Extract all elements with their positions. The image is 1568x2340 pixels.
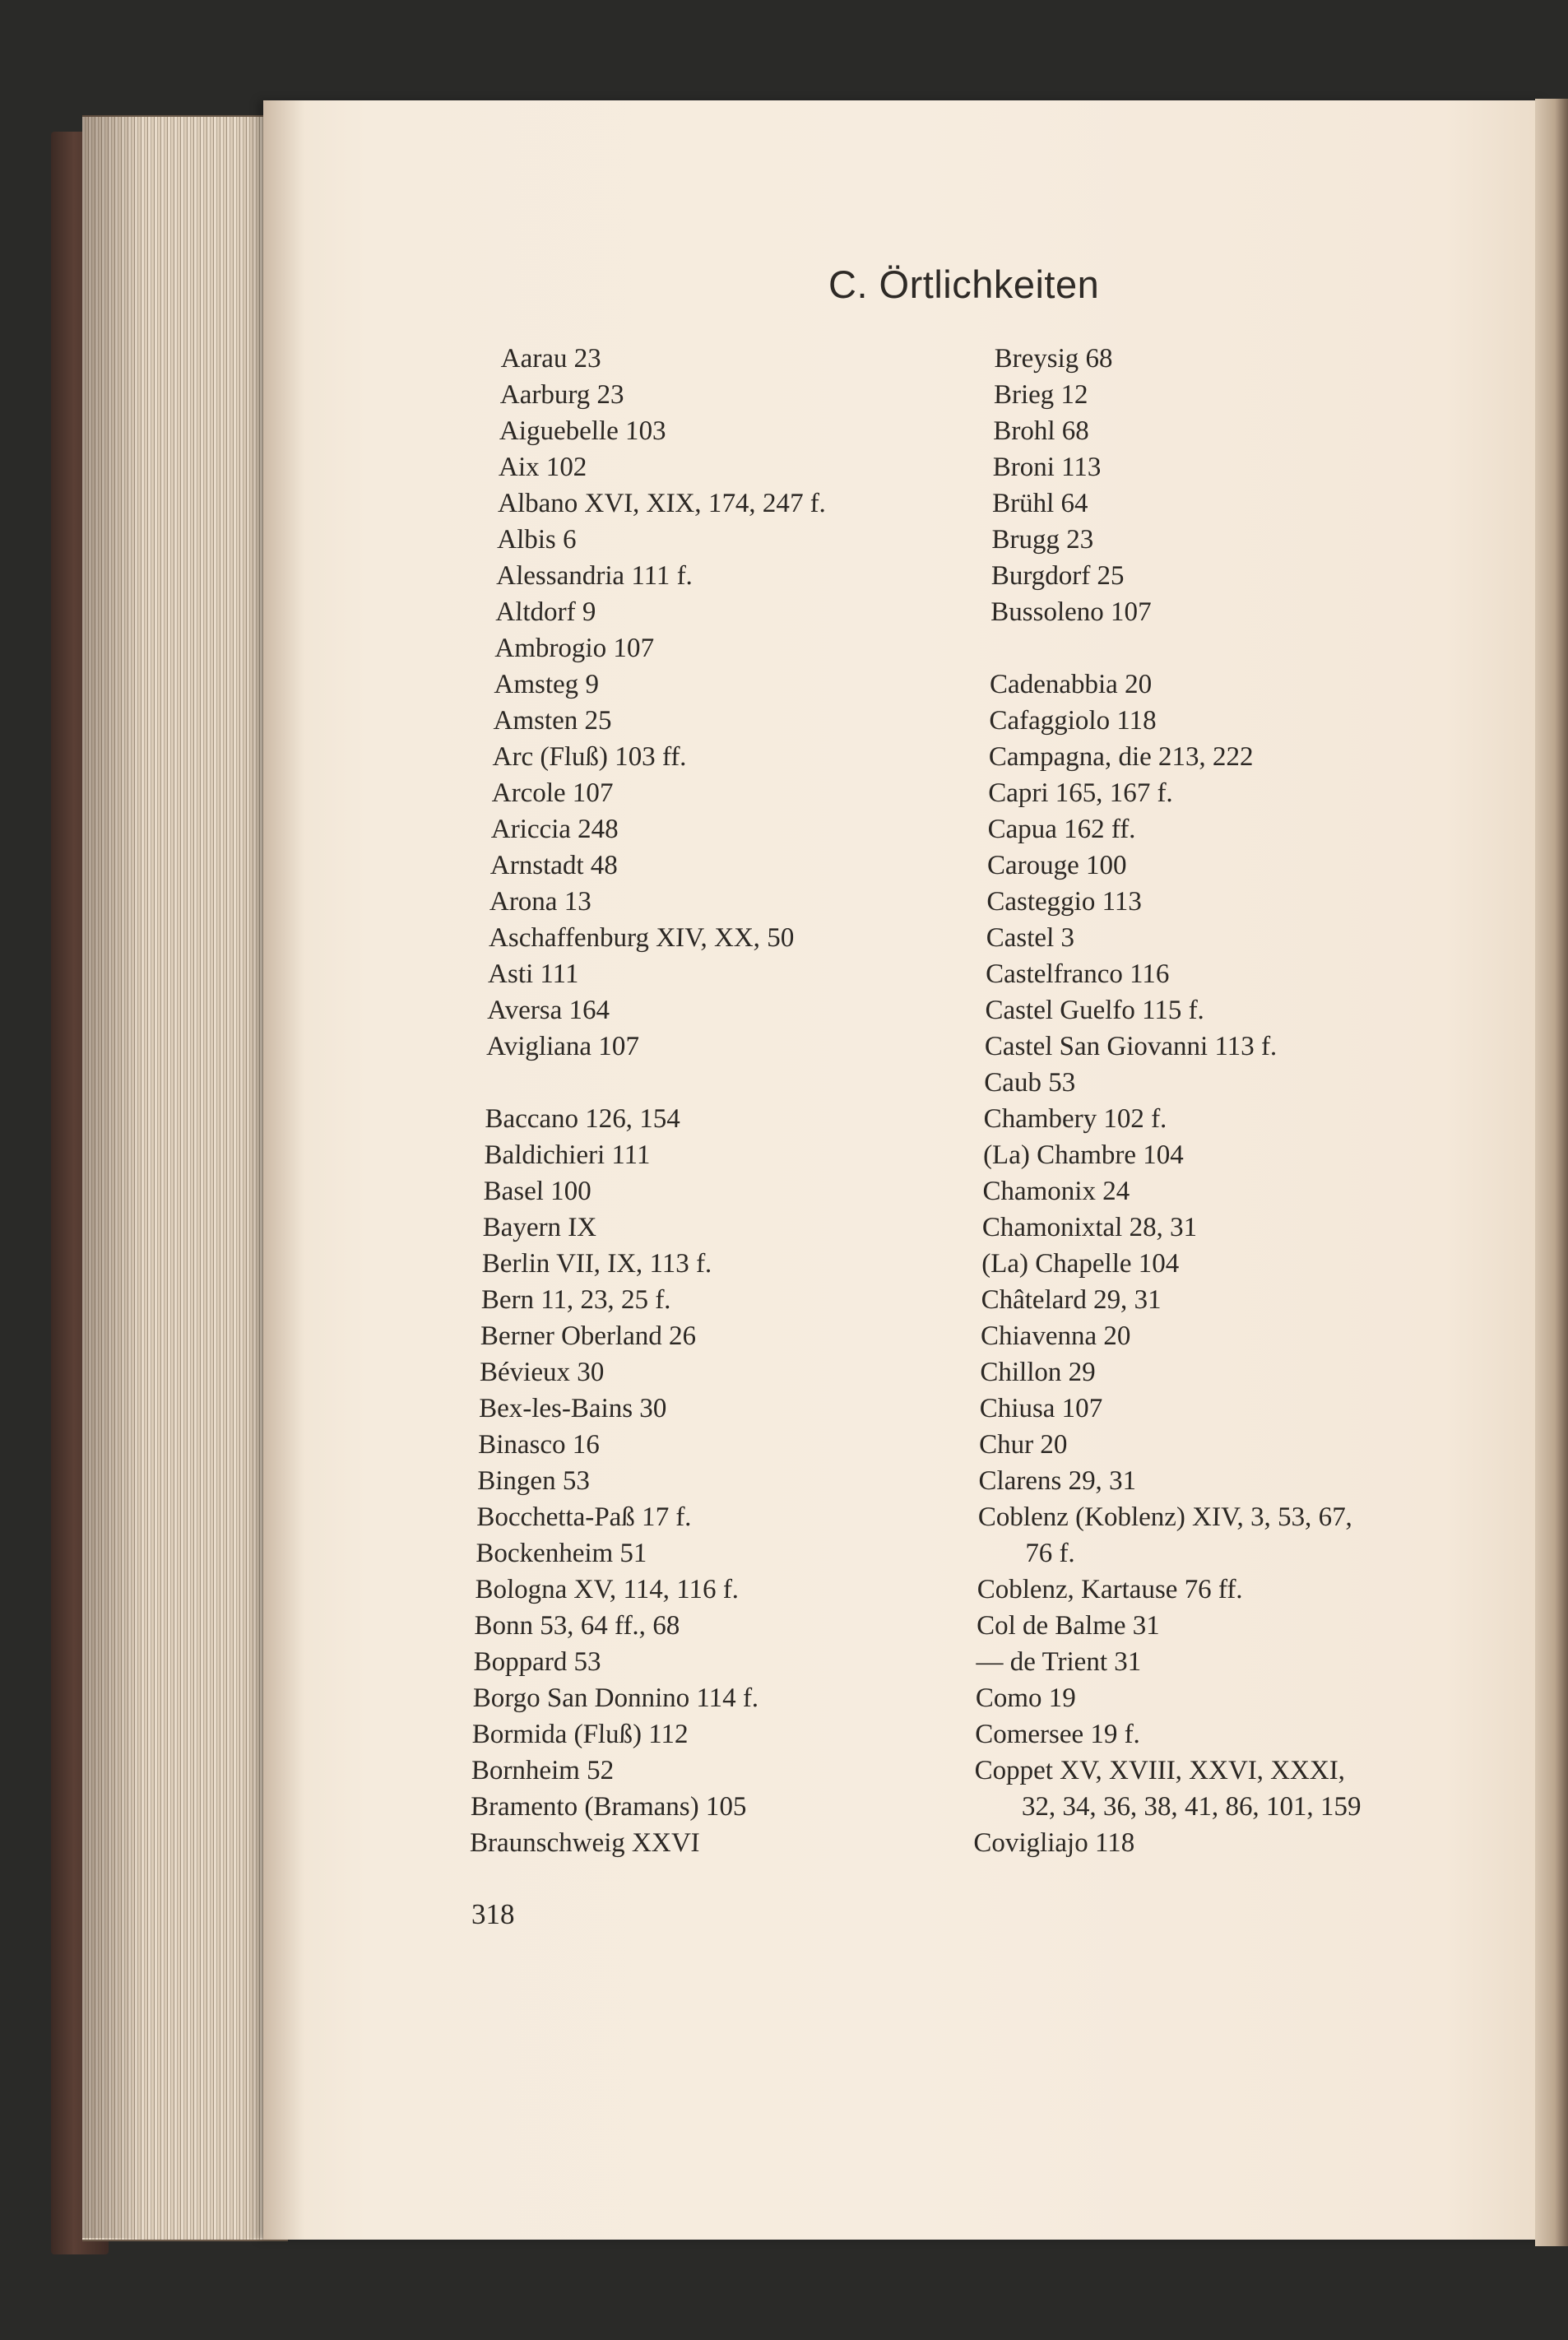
page-number: 318 (471, 1898, 515, 1930)
index-entry-continuation: 76 f. (1025, 1539, 1076, 1568)
index-entry: Ambrogio 107 (494, 634, 655, 663)
index-entry: Bormida (Fluß) 112 (471, 1720, 689, 1749)
index-entry: Albano XVI, XIX, 174, 247 f. (497, 489, 827, 518)
index-entry: Castel Guelfo 115 f. (985, 996, 1205, 1025)
index-entry: Campagna, die 213, 222 (988, 742, 1254, 772)
index-entry: Boppard 53 (473, 1647, 601, 1677)
index-entry: Arcole 107 (491, 778, 614, 808)
index-entry: Chamonix 24 (982, 1177, 1130, 1206)
index-entry: Covigliajo 118 (973, 1828, 1135, 1858)
index-entry: Amsten 25 (493, 706, 612, 736)
index-entry: Bramento (Bramans) 105 (470, 1792, 747, 1822)
index-entry-continuation: 32, 34, 36, 38, 41, 86, 101, 159 (1021, 1792, 1362, 1822)
index-entry: Basel 100 (483, 1177, 592, 1206)
index-entry: — de Trient 31 (976, 1647, 1142, 1677)
index-entry: Coppet XV, XVIII, XXVI, XXXI, (974, 1756, 1346, 1785)
index-entry: Braunschweig XXVI (469, 1828, 701, 1858)
index-entry: Alessandria 111 f. (495, 561, 694, 591)
index-entry: Clarens 29, 31 (978, 1466, 1137, 1496)
index-entry: Coblenz (Koblenz) XIV, 3, 53, 67, (977, 1502, 1353, 1532)
index-entry: Col de Balme 31 (976, 1611, 1161, 1641)
index-entry: Bornheim 52 (471, 1756, 615, 1785)
index-entry: Berner Oberland 26 (480, 1321, 697, 1351)
index-entry: Berlin VII, IX, 113 f. (481, 1249, 712, 1279)
index-entry: Baccano 126, 154 (485, 1104, 681, 1134)
index-entry: Carouge 100 (986, 851, 1127, 880)
index-entry: Cadenabbia 20 (989, 670, 1153, 699)
index-entry: Ariccia 248 (490, 815, 619, 844)
index-entry: Bex-les-Bains 30 (478, 1394, 667, 1423)
index-entry: Breysig 68 (994, 344, 1113, 374)
index-entry: Bingen 53 (476, 1466, 591, 1496)
page-gutter-shadow (263, 100, 304, 2240)
index-entry: Brieg 12 (993, 380, 1088, 410)
index-entry: Chillon 29 (980, 1358, 1096, 1387)
index-entry: Aiguebelle 103 (499, 416, 666, 446)
index-entry: Bologna XV, 114, 116 f. (475, 1575, 740, 1604)
index-entry: Avigliana 107 (486, 1032, 640, 1061)
index-entry: Amsteg 9 (494, 670, 600, 699)
index-entry: Chambery 102 f. (983, 1104, 1167, 1134)
index-entry: Chiusa 107 (979, 1394, 1103, 1423)
index-entry: Broni 113 (992, 453, 1102, 482)
index-entry: Binasco 16 (477, 1430, 601, 1460)
index-entry: Châtelard 29, 31 (981, 1285, 1162, 1315)
index-entry: Coblenz, Kartause 76 ff. (977, 1575, 1243, 1604)
index-entry: Castelfranco 116 (985, 959, 1170, 989)
index-entry: Arona 13 (489, 887, 592, 917)
index-spacer (485, 1065, 814, 1101)
index-entry: (La) Chambre 104 (982, 1140, 1185, 1170)
index-entry: Burgdorf 25 (990, 561, 1125, 591)
index-entry: Chur 20 (978, 1430, 1068, 1460)
index-entry: Bern 11, 23, 25 f. (480, 1285, 671, 1315)
index-spacer (990, 630, 1377, 666)
section-heading: C. Örtlichkeiten (828, 262, 1100, 306)
index-entry: (La) Chapelle 104 (981, 1249, 1180, 1279)
index-entry: Bayern IX (482, 1213, 597, 1242)
index-entry: Aarau 23 (500, 344, 602, 374)
index-entry: Albis 6 (496, 525, 577, 555)
index-entry: Como 19 (975, 1683, 1077, 1713)
index-entry: Arnstadt 48 (489, 851, 619, 880)
index-entry: Aversa 164 (486, 996, 610, 1025)
page-right-edge (1535, 99, 1568, 2246)
index-entry: Arc (Fluß) 103 ff. (492, 742, 687, 772)
index-entry: Bonn 53, 64 ff., 68 (474, 1611, 680, 1641)
index-entry: Castel 3 (986, 923, 1075, 953)
index-entry: Comersee 19 f. (974, 1720, 1141, 1749)
index-entry: Cafaggiolo 118 (989, 706, 1157, 736)
page-stack-shade (82, 115, 288, 2238)
index-entry: Altdorf 9 (495, 597, 596, 627)
index-entry: Asti 111 (487, 959, 579, 989)
index-entry: Capua 162 ff. (987, 815, 1136, 844)
index-entry: Aarburg 23 (499, 380, 624, 410)
index-entry: Caub 53 (984, 1068, 1076, 1098)
index-entry: Bévieux 30 (479, 1358, 605, 1387)
index-column-right (973, 341, 1381, 1861)
index-entry: Chamonixtal 28, 31 (981, 1213, 1198, 1242)
index-column-left (470, 341, 829, 1861)
index-entry: Capri 165, 167 f. (987, 778, 1174, 808)
index-entry: Brohl 68 (993, 416, 1090, 446)
index-entry: Chiavenna 20 (980, 1321, 1131, 1351)
index-entry: Bockenheim 51 (476, 1539, 647, 1568)
index-entry: Castel San Giovanni 113 f. (984, 1032, 1278, 1061)
index-entry: Bussoleno 107 (990, 597, 1152, 627)
index-entry: Baldichieri 111 (484, 1140, 651, 1170)
index-entry: Casteggio 113 (986, 887, 1143, 917)
index-entry: Aschaffenburg XIV, XX, 50 (488, 923, 795, 953)
index-entry: Borgo San Donnino 114 f. (472, 1683, 759, 1713)
index-entry: Aix 102 (498, 453, 587, 482)
index-entry: Bocchetta-Paß 17 f. (476, 1502, 692, 1532)
index-entry: Brühl 64 (991, 489, 1088, 518)
index-entry: Brugg 23 (991, 525, 1094, 555)
